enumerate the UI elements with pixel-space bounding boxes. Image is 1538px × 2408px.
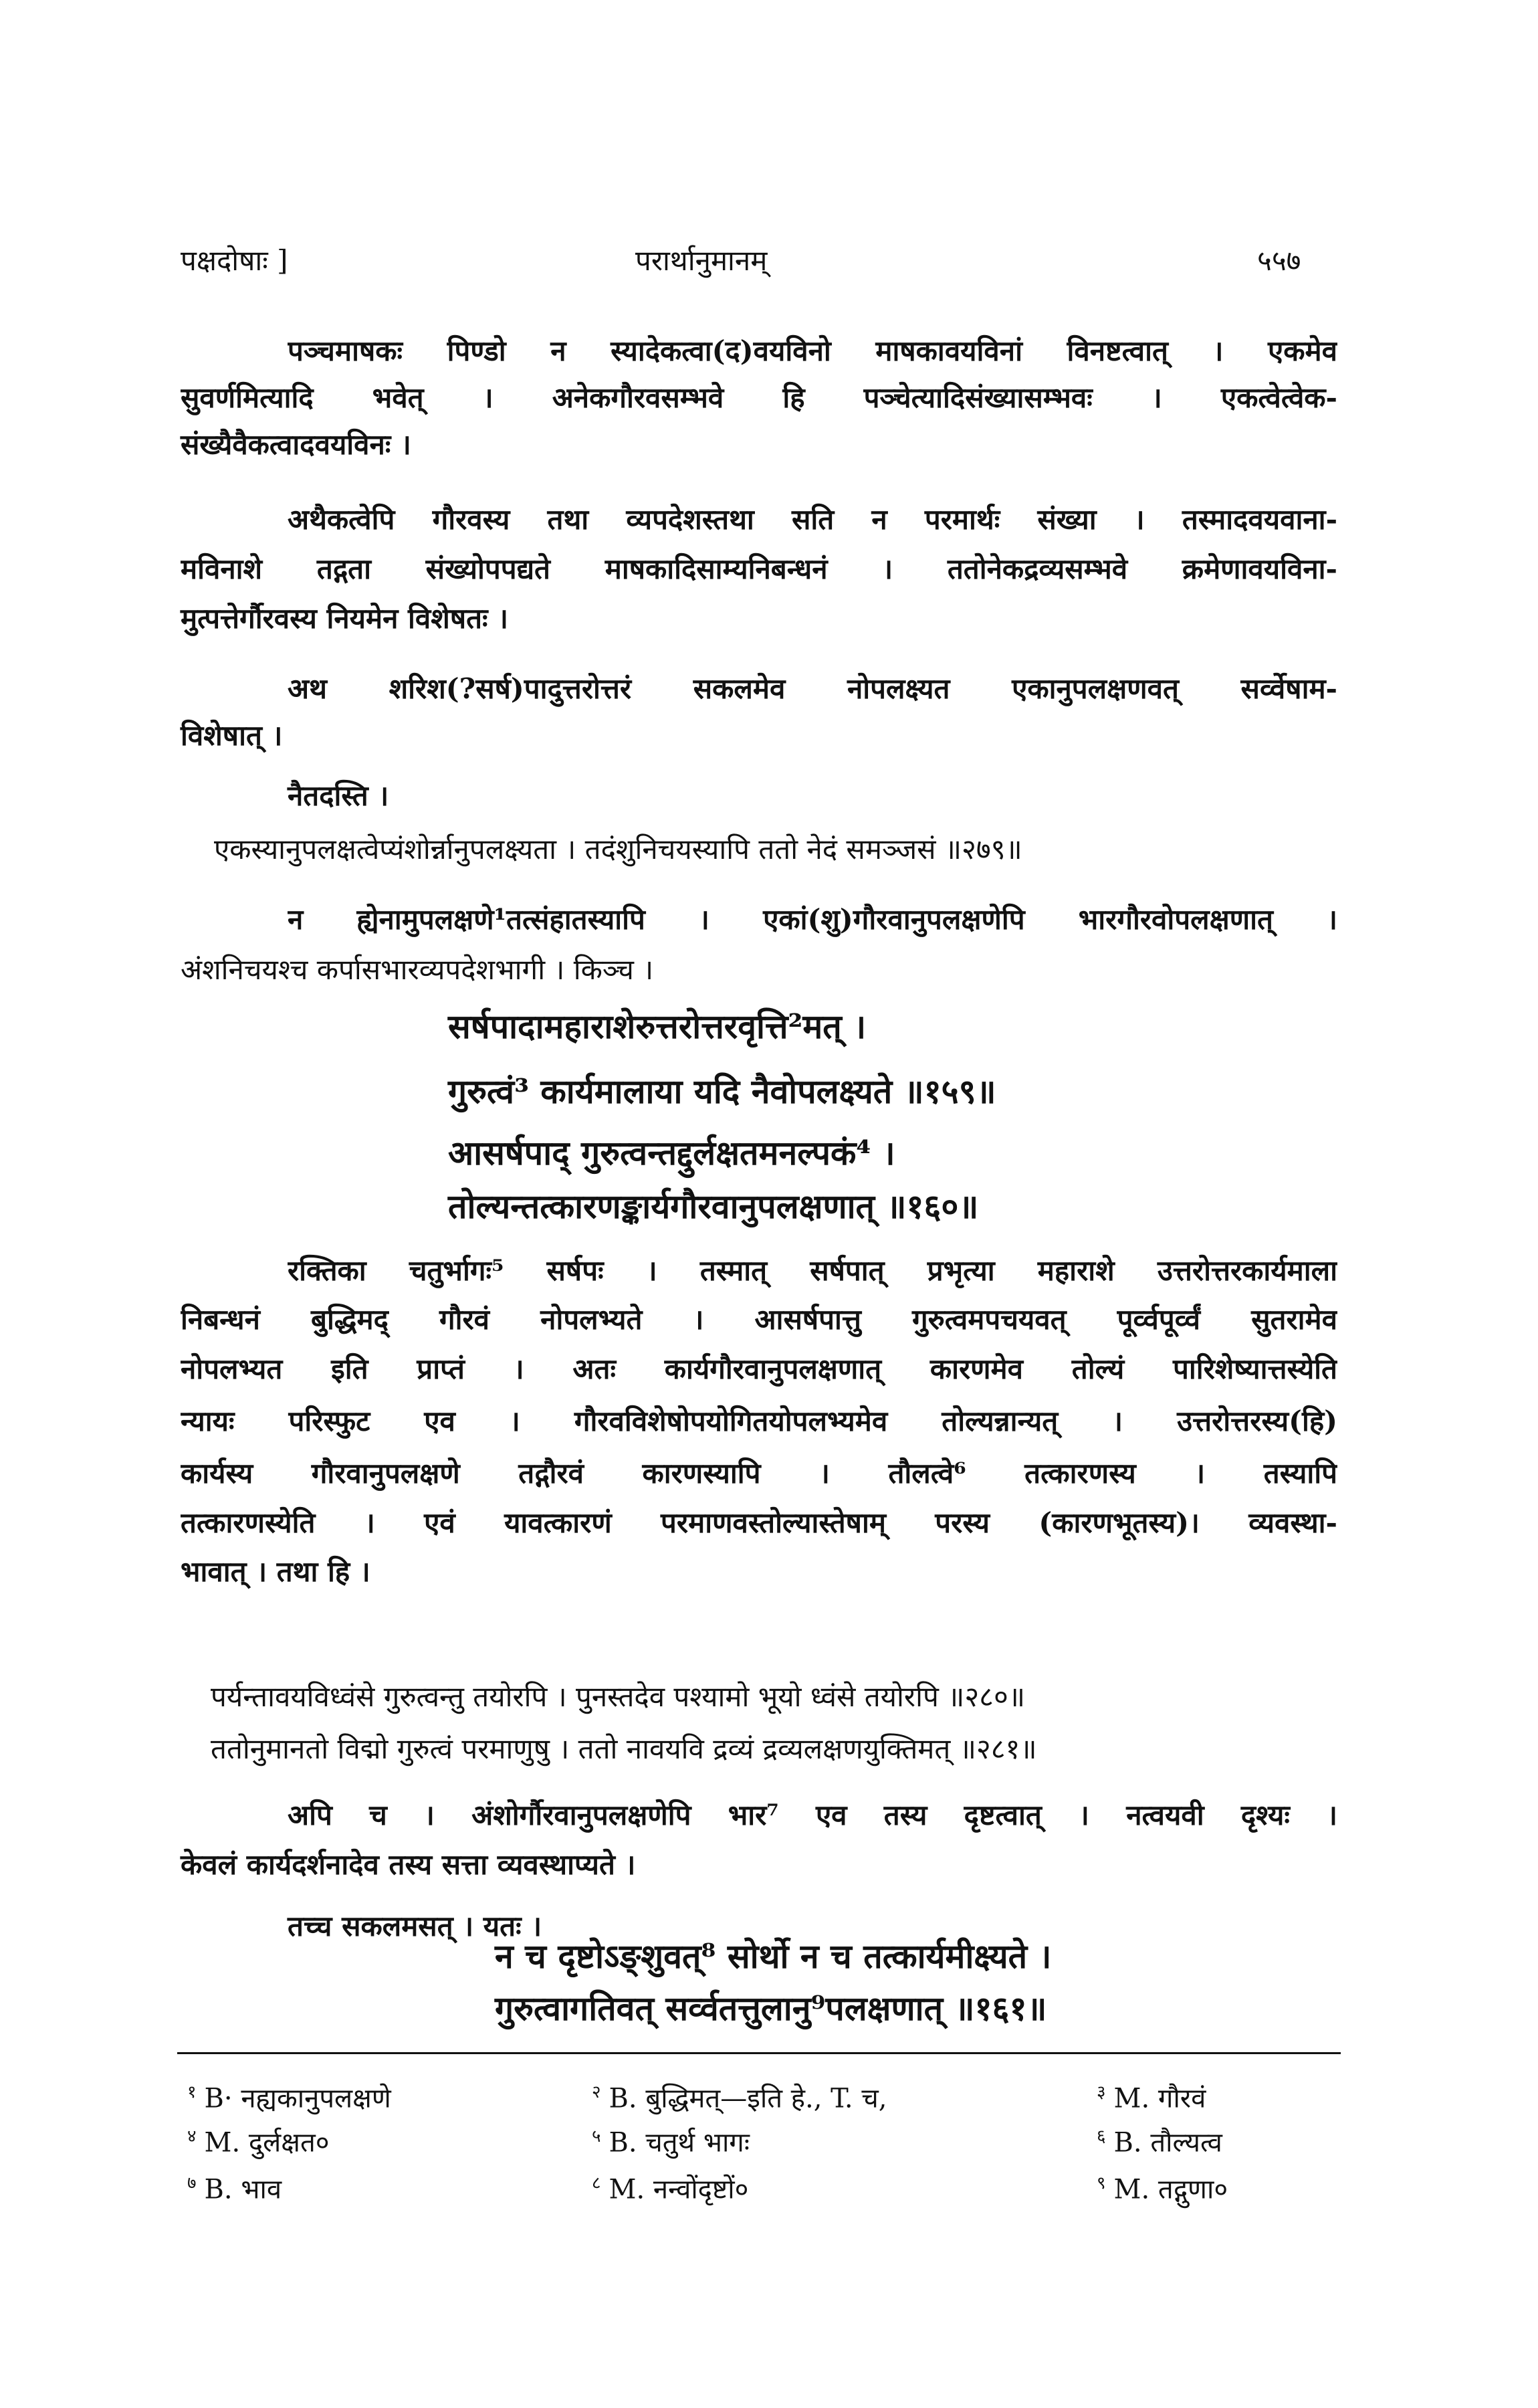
footnote-divider bbox=[177, 2052, 1341, 2054]
paragraph-line: सुवर्णमित्यादि भवेत् । अनेकगौरवसम्भवे हि पञ्चेत्यादिसंख्यासम्भवः । एकत्वेत्वेक- bbox=[181, 381, 1337, 414]
paragraph-line: भावात् । तथा हि । bbox=[181, 1555, 370, 1588]
verse-279: एकस्यानुपलक्षत्वेप्यंशोर्न्नानुपलक्ष्यता । तदंशुनिचयस्यापि ततो नेदं समञ्जसं ॥२७९॥ bbox=[214, 833, 1022, 866]
running-head-section: पक्षदोषाः ] bbox=[181, 244, 288, 277]
paragraph-line: केवलं कार्यदर्शनादेव तस्य सत्ता व्यवस्थाप्यते । bbox=[181, 1848, 636, 1881]
verse-line: आसर्षपाद् गुरुत्वन्तद्दुर्लक्षतमनल्पकं⁴ । bbox=[448, 1133, 895, 1173]
verse-line: तोल्यन्तत्कारणङ्कार्यगौरवानुपलक्षणात् ॥१६०॥ bbox=[448, 1187, 979, 1226]
paragraph-line: अपि च । अंशोर्गौरवानुपलक्षणेपि भार⁷ एव तस्य दृष्टत्वात् । नत्वयवी दृश्यः । bbox=[288, 1799, 1337, 1831]
footnote-4: $^४$ M. दुर्लक्षत० bbox=[187, 2126, 330, 2159]
verse-281: ततोनुमानतो विद्मो गुरुत्वं परमाणुषु । ततो नावयवि द्रव्यं द्रव्यलक्षणयुक्तिमत् ॥२८१॥ bbox=[211, 1732, 1037, 1765]
footnote-9: $^९$ M. तद्गुणा० bbox=[1097, 2173, 1228, 2205]
paragraph-line: नैतदस्ति । bbox=[288, 779, 389, 812]
paragraph-line: अंशनिचयश्च कर्पासभारव्यपदेशभागी । किञ्च । bbox=[181, 953, 654, 986]
verse-line: गुरुत्वागतिवत् सर्व्वतत्तुलानु⁹पलक्षणात् ॥१६१॥ bbox=[495, 1989, 1047, 2028]
footnote-5: $^५$ B. चतुर्थ भागः bbox=[592, 2126, 750, 2159]
paragraph-line: निबन्धनं बुद्धिमद् गौरवं नोपलभ्यते । आसर्षपात्तु गुरुत्वमपचयवत् पूर्व्वपूर्व्वं सुतरामेव bbox=[181, 1303, 1337, 1336]
page-number: ५५७ bbox=[1257, 244, 1301, 277]
paragraph-line: अथैकत्वेपि गौरवस्य तथा व्यपदेशस्तथा सति न परमार्थः संख्या । तस्मादवयवाना- bbox=[288, 503, 1337, 536]
verse-line: गुरुत्वं³ कार्यमालाया यदि नैवोपलक्ष्यते ॥१५९॥ bbox=[448, 1072, 996, 1111]
paragraph-line: न्यायः परिस्फुट एव । गौरवविशेषोपयोगितयोपलभ्यमेव तोल्यन्नान्यत् । उत्तरोत्तरस्य(हि) bbox=[181, 1405, 1337, 1437]
footnote-3: $^३$ M. गौरवं bbox=[1097, 2082, 1206, 2114]
paragraph-line: रक्तिका चतुर्भागः⁵ सर्षपः । तस्मात् सर्षपात् प्रभृत्या महाराशे उत्तरोत्तरकार्यमाला bbox=[288, 1254, 1337, 1287]
verse-280: पर्यन्तावयविध्वंसे गुरुत्वन्तु तयोरपि । पुनस्तदेव पश्यामो भूयो ध्वंसे तयोरपि ॥२८०॥ bbox=[211, 1680, 1025, 1713]
footnote-1: $^१$ B· नह्यकानुपलक्षणे bbox=[187, 2082, 391, 2114]
verse-line: सर्षपादामहाराशेरुत्तरोत्तरवृत्ति²मत् । bbox=[448, 1007, 867, 1046]
paragraph-line: मविनाशे तद्गता संख्योपपद्यते माषकादिसाम्यनिबन्धनं । ततोनेकद्रव्यसम्भवे क्रमेणावयविना- bbox=[181, 553, 1337, 585]
paragraph-line: नोपलभ्यत इति प्राप्तं । अतः कार्यगौरवानुपलक्षणात् कारणमेव तोल्यं पारिशेष्यात्तस्येति bbox=[181, 1352, 1337, 1385]
paragraph-line: कार्यस्य गौरवानुपलक्षणे तद्गौरवं कारणस्यापि । तौलत्वे⁶ तत्कारणस्य । तस्यापि bbox=[181, 1457, 1337, 1490]
paragraph-line: विशेषात् । bbox=[181, 719, 283, 752]
paragraph-line: अथ शरिश(?सर्ष)पादुत्तरोत्तरं सकलमेव नोपलक्ष्यत एकानुपलक्षणवत् सर्व्वेषाम- bbox=[288, 672, 1337, 705]
verse-line: न च दृष्टोऽङ्शुवत्⁸ सोर्थो न च तत्कार्यमीक्ष्यते । bbox=[495, 1936, 1052, 1976]
paragraph-line: न ह्येनामुपलक्षणे¹तत्संहातस्यापि । एकां(शु)गौरवानुपलक्षणेपि भारगौरवोपलक्षणात् । bbox=[288, 903, 1337, 936]
paragraph-line: तच्च सकलमसत् । यतः । bbox=[288, 1910, 542, 1942]
footnote-2: $^२$ B. बुद्धिमत्—इति हे., T. च, bbox=[592, 2082, 887, 2114]
paragraph-line: तत्कारणस्येति । एवं यावत्कारणं परमाणवस्तोल्यास्तेषाम् परस्य (कारणभूतस्य)। व्यवस्था- bbox=[181, 1506, 1337, 1539]
footnote-8: $^८$ M. नन्वोंदृष्टों० bbox=[592, 2173, 749, 2205]
paragraph-line: संख्यैवैकत्वादवयविनः । bbox=[181, 428, 411, 461]
footnote-6: $^६$ B. तौल्यत्व bbox=[1097, 2126, 1222, 2159]
paragraph-line: मुत्पत्तेर्गौरवस्य नियमेन विशेषतः । bbox=[181, 602, 509, 635]
footnote-7: $^७$ B. भाव bbox=[187, 2173, 282, 2205]
running-head-title: परार्थानुमानम् bbox=[635, 244, 768, 277]
paragraph-line: पञ्चमाषकः पिण्डो न स्यादेकत्वा(द)वयविनो माषकावयविनां विनष्टत्वात् । एकमेव bbox=[288, 334, 1337, 367]
